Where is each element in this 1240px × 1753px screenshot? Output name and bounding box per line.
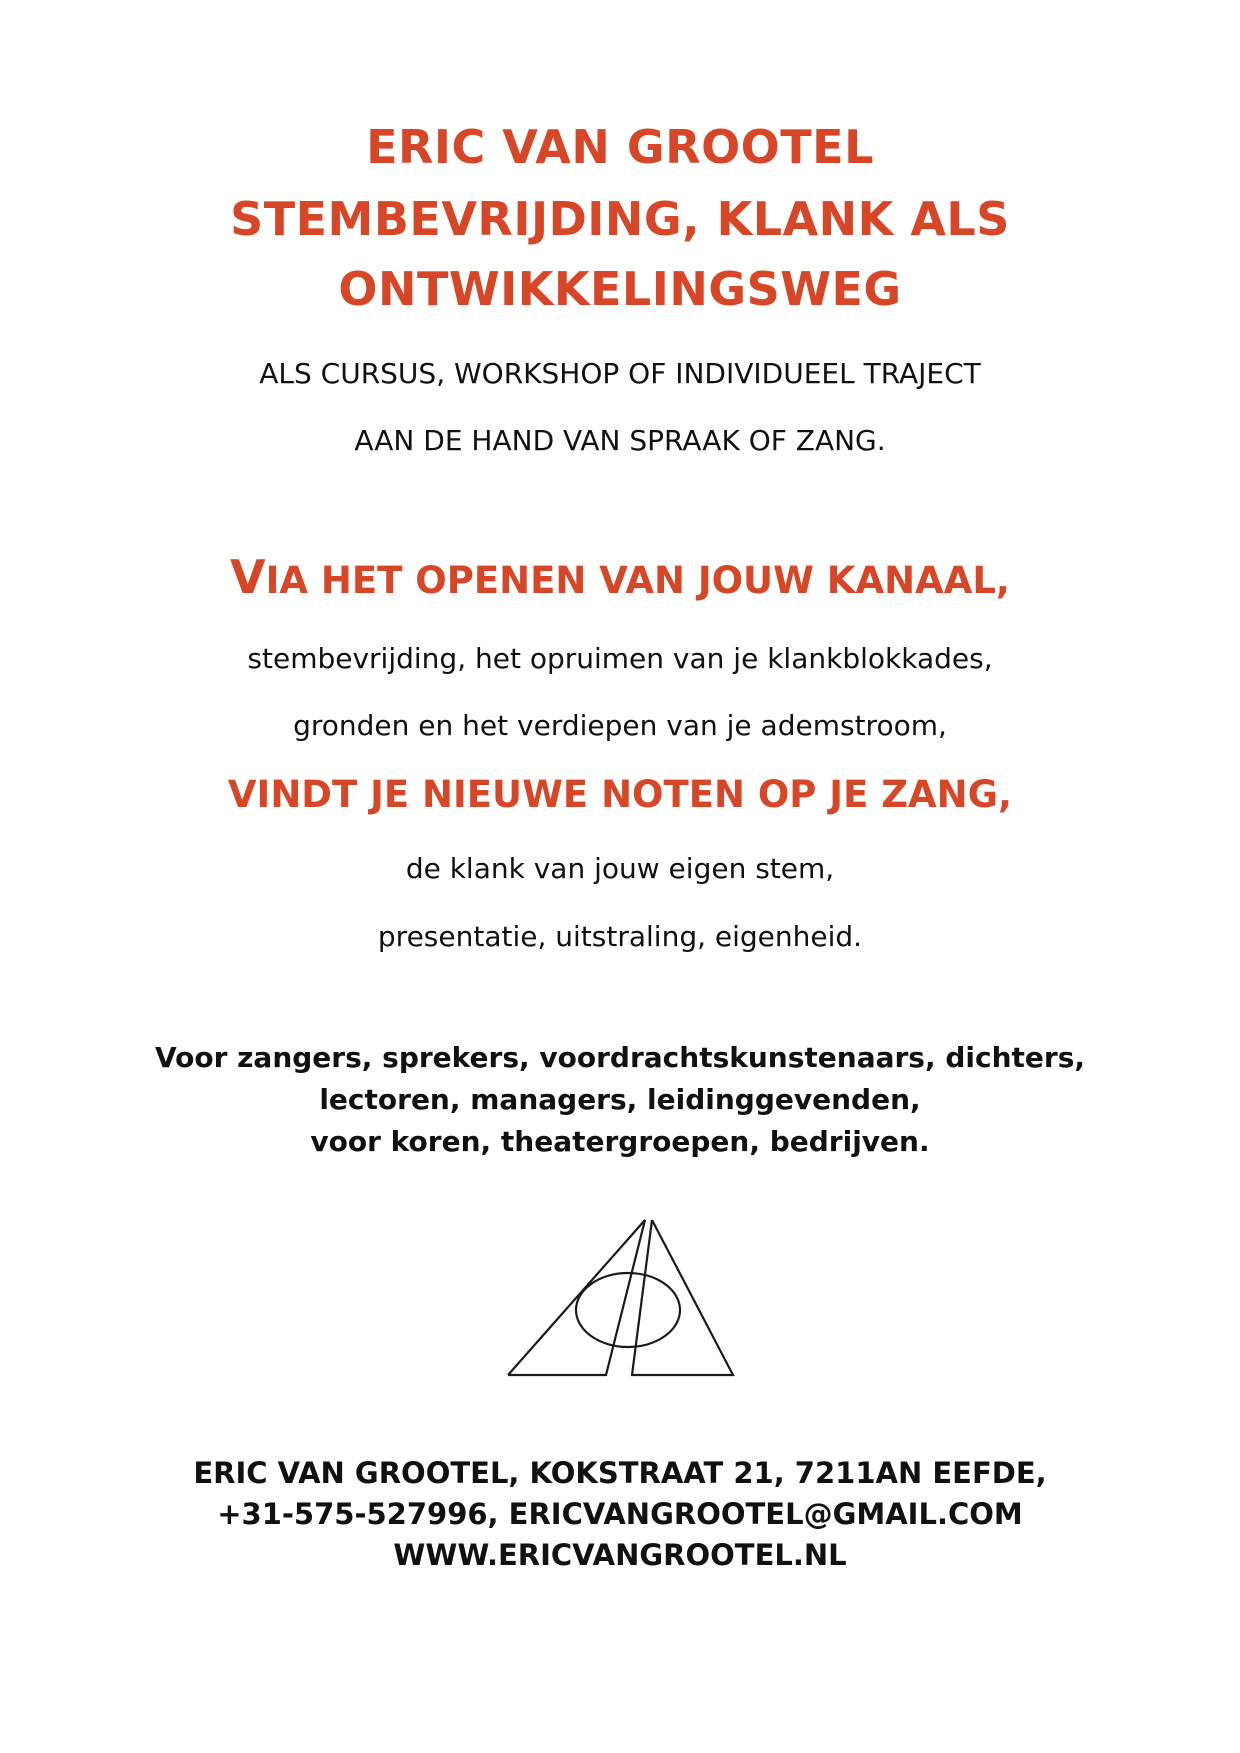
section1-heading-rest: IA HET OPENEN VAN JOUW KANAAL, — [265, 559, 1010, 602]
section1-line-2: gronden en het verdiepen van je ademstroom, — [293, 709, 947, 742]
section1-heading-initial: V — [230, 550, 266, 604]
contact-line-2: +31-575-527996, ERICVANGROOTEL@GMAIL.COM — [217, 1497, 1023, 1531]
section2-line-1: de klank van jouw eigen stem, — [405, 852, 835, 885]
audience-line-2: lectoren, managers, leidinggevenden, — [319, 1083, 921, 1116]
contact-line-1: ERIC VAN GROOTEL, KOKSTRAAT 21, 7211AN EEFDE, — [193, 1456, 1047, 1490]
audience-line-1: Voor zangers, sprekers, voordrachtskunstenaars, dichters, — [154, 1041, 1086, 1074]
subtitle-line-1: ALS CURSUS, WORKSHOP OF INDIVIDUEEL TRAJECT — [259, 357, 981, 390]
section2-heading: VINDT JE NIEUWE NOTEN OP JE ZANG, — [227, 773, 1013, 816]
section1-heading — [0, 550, 1240, 604]
logo-right-triangle — [632, 1220, 733, 1375]
logo-left-triangle — [508, 1220, 645, 1375]
contact-website: WWW.ERICVANGROOTEL.NL — [393, 1538, 847, 1572]
subtitle-line-2: AAN DE HAND VAN SPRAAK OF ZANG. — [354, 424, 886, 457]
section2-line-2: presentatie, uitstraling, eigenheid. — [377, 920, 863, 953]
title-line-1: ERIC VAN GROOTEL — [366, 120, 874, 174]
title-line-2: STEMBEVRIJDING, KLANK ALS — [230, 192, 1010, 246]
triangle-circle-logo-icon — [500, 1215, 740, 1385]
audience-line-3: voor koren, theatergroepen, bedrijven. — [310, 1125, 930, 1158]
section1-line-1: stembevrijding, het opruimen van je klankblokkades, — [247, 642, 993, 675]
title-line-3: ONTWIKKELINGSWEG — [338, 262, 902, 316]
